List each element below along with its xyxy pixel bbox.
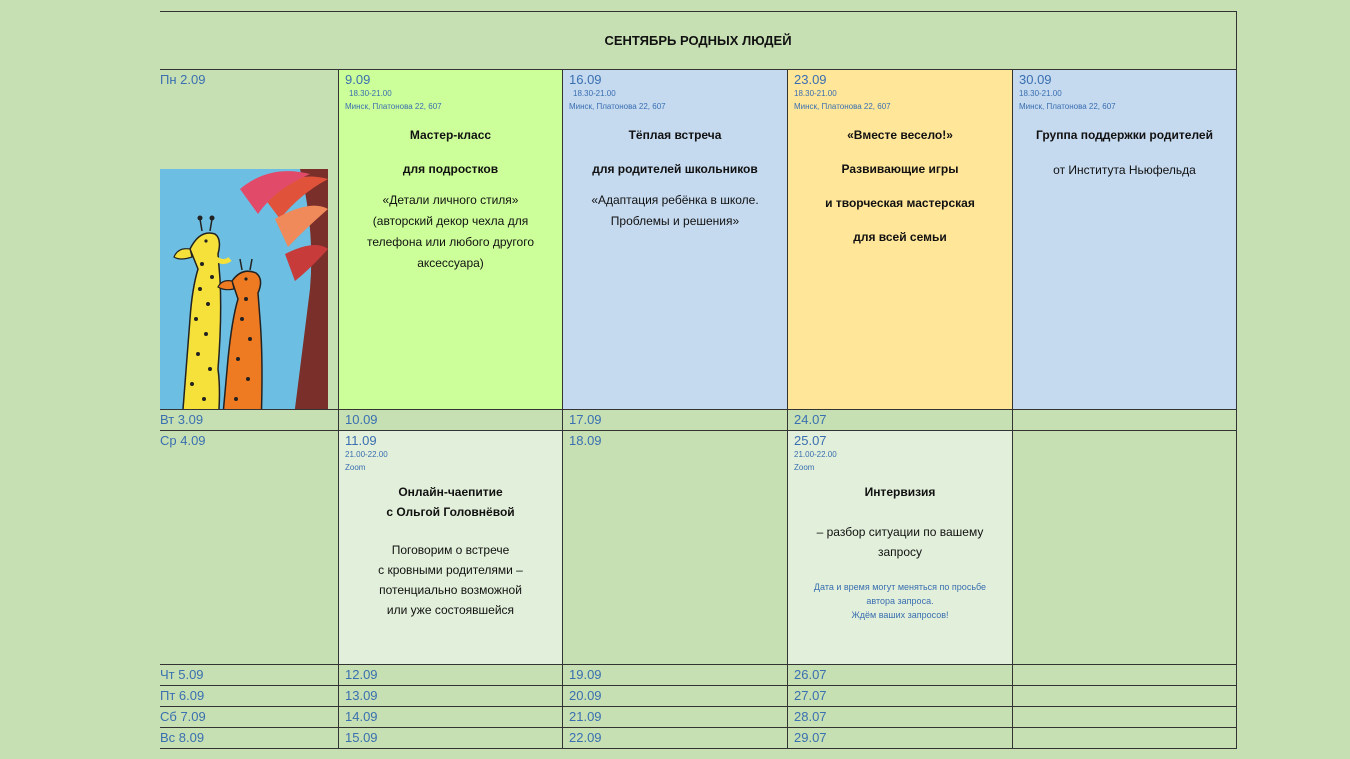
- event-title: Онлайн-чаепитие: [398, 485, 503, 499]
- event-place: Минск, Платонова 22, 607: [345, 102, 442, 111]
- day-cell-tue: Вт 3.09: [160, 410, 338, 431]
- date-cell-week3-sat: 21.09: [563, 707, 788, 728]
- event-title: Интервизия: [864, 485, 936, 499]
- day-cell-wed: Ср 4.09: [160, 431, 338, 665]
- empty-cell-week5-tue: [1013, 410, 1237, 431]
- event-subtitle: для родителей школьников: [592, 162, 758, 176]
- empty-cell-week5-sat: [1013, 707, 1237, 728]
- date-cell-week4-fri: 27.07: [788, 686, 1013, 707]
- event-note: Дата и время могут меняться по просьбе автора запроса.: [813, 582, 987, 606]
- empty-cell-week5-sun: [1013, 728, 1237, 749]
- event-title: Тёплая встреча: [628, 128, 722, 142]
- event-text: с кровными родителями –: [378, 563, 523, 577]
- event-text: (авторский декор чехла для телефона или любого другого аксессуара): [366, 214, 535, 270]
- date-cell-week4-thu: 26.07: [788, 665, 1013, 686]
- day-cell-mon: [160, 70, 338, 410]
- event-time: 21.00-22.00: [345, 450, 388, 459]
- event-time: 21.00-22.00: [794, 450, 837, 459]
- event-text: или уже состоявшейся: [386, 603, 515, 617]
- event-place: Zoom: [345, 463, 366, 472]
- date-cell-week3-sun: 22.09: [563, 728, 788, 749]
- event-subtitle: для подростков: [402, 162, 499, 176]
- date-cell-week2-sun: 15.09: [338, 728, 563, 749]
- event-text: – разбор ситуации по вашему запросу: [816, 525, 984, 559]
- date-cell-week3-thu: 19.09: [563, 665, 788, 686]
- event-text: потенциально возможной: [379, 583, 522, 597]
- date-cell-week2-fri: 13.09: [338, 686, 563, 707]
- event-time: 18.30-21.00: [1019, 89, 1062, 98]
- event-date: 25.07: [794, 433, 827, 448]
- event-text: от Института Ньюфельда: [1053, 163, 1196, 177]
- event-subtitle: Развивающие игры: [841, 162, 959, 176]
- date-cell-week4-sat: 28.07: [788, 707, 1013, 728]
- event-date: 16.09: [569, 72, 602, 87]
- event-date: 11.09: [345, 433, 377, 448]
- event-cell-week4-mon: [788, 70, 1013, 410]
- event-time: 18.30-21.00: [794, 89, 837, 98]
- event-text: «Детали личного стиля»: [382, 193, 519, 207]
- event-subtitle: для всей семьи: [853, 230, 947, 244]
- event-title: Группа поддержки родителей: [1036, 128, 1213, 142]
- date-cell-week2-tue: 10.09: [338, 410, 563, 431]
- event-place: Zoom: [794, 463, 815, 472]
- calendar-title: СЕНТЯБРЬ РОДНЫХ ЛЮДЕЙ: [160, 11, 1237, 70]
- calendar-grid: [160, 11, 1237, 748]
- day-cell-sun: Вс 8.09: [160, 728, 338, 749]
- date-cell-week3-tue: 17.09: [563, 410, 788, 431]
- event-note: Ждём ваших запросов!: [851, 610, 949, 620]
- event-time: 18.30-21.00: [349, 89, 392, 98]
- event-date: 30.09: [1019, 72, 1052, 87]
- event-date: 9.09: [345, 72, 371, 87]
- event-place: Минск, Платонова 22, 607: [1019, 102, 1116, 111]
- day-cell-fri: Пт 6.09: [160, 686, 338, 707]
- date-cell-week4-sun: 29.07: [788, 728, 1013, 749]
- empty-cell-week5-wed: [1013, 431, 1237, 665]
- event-cell-week3-mon: [563, 70, 788, 410]
- day-cell-thu: Чт 5.09: [160, 665, 338, 686]
- event-cell-week4-wed: [788, 431, 1013, 665]
- event-cell-week2-wed: [338, 431, 563, 665]
- date-cell-week2-thu: 12.09: [338, 665, 563, 686]
- date-cell-week4-tue: 24.07: [788, 410, 1013, 431]
- event-place: Минск, Платонова 22, 607: [569, 102, 666, 111]
- date-cell-week3-wed: 18.09: [563, 431, 788, 665]
- event-title: Мастер-класс: [409, 128, 492, 142]
- empty-cell-week5-fri: [1013, 686, 1237, 707]
- event-cell-week5-mon: [1013, 70, 1237, 410]
- event-cell-week2-mon: [338, 70, 563, 410]
- day-label: Пн 2.09: [160, 72, 206, 87]
- date-cell-week3-fri: 20.09: [563, 686, 788, 707]
- event-place: Минск, Платонова 22, 607: [794, 102, 891, 111]
- event-text: Поговорим о встрече: [391, 543, 510, 557]
- event-subtitle: и творческая мастерская: [825, 196, 975, 210]
- day-cell-sat: Сб 7.09: [160, 707, 338, 728]
- event-title: «Вместе весело!»: [847, 128, 953, 142]
- empty-cell-week5-thu: [1013, 665, 1237, 686]
- event-subtitle: с Ольгой Головнёвой: [386, 505, 515, 519]
- event-text: «Адаптация ребёнка в школе. Проблемы и решения»: [591, 193, 759, 228]
- date-cell-week2-sat: 14.09: [338, 707, 563, 728]
- giraffes-painting: [160, 169, 328, 410]
- event-time: 18.30-21.00: [573, 89, 616, 98]
- event-date: 23.09: [794, 72, 827, 87]
